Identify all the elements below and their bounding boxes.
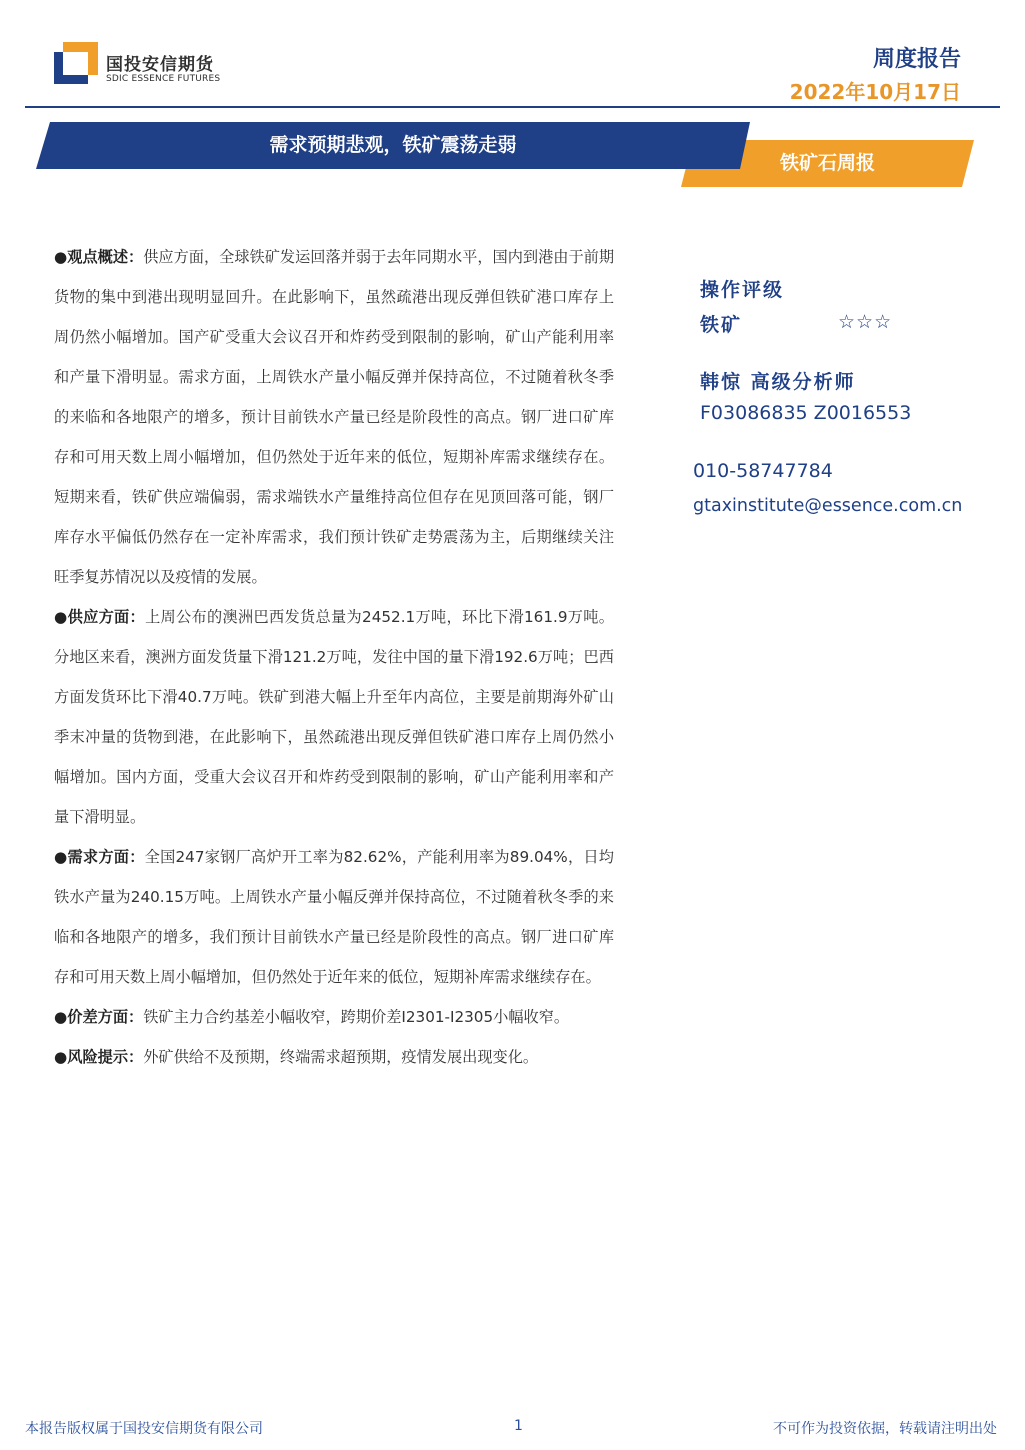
paragraph-spread <box>54 997 614 1037</box>
paragraph-overview <box>54 237 614 597</box>
contact-email[interactable]: gtaxinstitute@essence.com.cn <box>693 496 963 516</box>
report-title: 需求预期悲观，铁矿震荡走弱 <box>269 134 517 156</box>
analyst-name: 韩惊 高级分析师 <box>700 371 856 393</box>
paragraph-supply <box>54 597 614 837</box>
company-logo-icon <box>54 42 98 84</box>
main-content <box>54 237 614 1077</box>
analyst-codes: F03086835 Z0016553 <box>700 402 912 424</box>
paragraph-label: ●观点概述： <box>54 248 144 266</box>
footer-copyright: 本报告版权属于国投安信期货有限公司 <box>25 1421 263 1437</box>
logo-name-cn: 国投安信期货 <box>106 55 214 75</box>
header-divider <box>25 106 1000 108</box>
paragraph-text: 上周公布的澳洲巴西发货总量为2452.1万吨，环比下滑161.9万吨。分地区来看，澳洲方面发货量下滑121.2万吨，发往中国的量下滑192.6万吨；巴西方面发货环比下滑40.7万吨。铁矿到港大幅上升至年内高位，主要是前期海外矿山季末冲量的货物到港，在此影响下，虽然疏港出现反弹但铁矿港口库存上周仍然小幅增加。国内方面，受重大会议召开和炸药受到限制的影响，矿山产能利用率和产量下滑明显。 <box>54 608 614 826</box>
paragraph-label: ●需求方面： <box>54 848 145 866</box>
paragraph-demand <box>54 837 614 997</box>
rating-heading: 操作评级 <box>700 279 785 301</box>
paragraph-label: ●供应方面： <box>54 608 146 626</box>
rating-stars-icon: ☆☆☆ <box>838 311 893 333</box>
contact-phone: 010-58747784 <box>693 460 833 482</box>
paragraph-label: ●风险提示： <box>54 1048 144 1066</box>
paragraph-text: 全国247家钢厂高炉开工率为82.62%，产能利用率为89.04%，日均铁水产量为240.15万吨。上周铁水产量小幅反弹并保持高位，不过随着秋冬季的来临和各地限产的增多，我们预计目前铁水产量已经是阶段性的高点。钢厂进口矿库存和可用天数上周小幅增加，但仍然处于近年来的低位，短期补库需求继续存在。 <box>54 848 614 986</box>
report-date: 2022年10月17日 <box>789 80 961 104</box>
paragraph-label: ●价差方面： <box>54 1008 144 1026</box>
paragraph-risk <box>54 1037 614 1077</box>
report-type: 周度报告 <box>872 47 961 72</box>
footer-disclaimer: 不可作为投资依据，转载请注明出处 <box>773 1421 997 1437</box>
page-number: 1 <box>514 1418 523 1434</box>
rating-item: 铁矿 <box>700 314 743 336</box>
paragraph-text: 铁矿主力合约基差小幅收窄，跨期价差I2301-I2305小幅收窄。 <box>143 1008 570 1026</box>
paragraph-text: 外矿供给不及预期，终端需求超预期，疫情发展出现变化。 <box>143 1048 539 1066</box>
paragraph-text: 供应方面，全球铁矿发运回落并弱于去年同期水平，国内到港由于前期货物的集中到港出现明显回升。在此影响下，虽然疏港出现反弹但铁矿港口库存上周仍然小幅增加。国产矿受重大会议召开和炸药受到限制的影响，矿山产能利用率和产量下滑明显。需求方面，上周铁水产量小幅反弹并保持高位，不过随着秋冬季的来临和各地限产的增多，预计目前铁水产量已经是阶段性的高点。钢厂进口矿库存和可用天数上周小幅增加，但仍然处于近年来的低位，短期补库需求继续存在。短期来看，铁矿供应端偏弱，需求端铁水产量维持高位但存在见顶回落可能，钢厂库存水平偏低仍然存在一定补库需求，我们预计铁矿走势震荡为主，后期继续关注旺季复苏情况以及疫情的发展。 <box>54 248 615 586</box>
logo-name-en: SDIC ESSENCE FUTURES <box>106 74 221 84</box>
report-subtitle: 铁矿石周报 <box>779 152 875 174</box>
